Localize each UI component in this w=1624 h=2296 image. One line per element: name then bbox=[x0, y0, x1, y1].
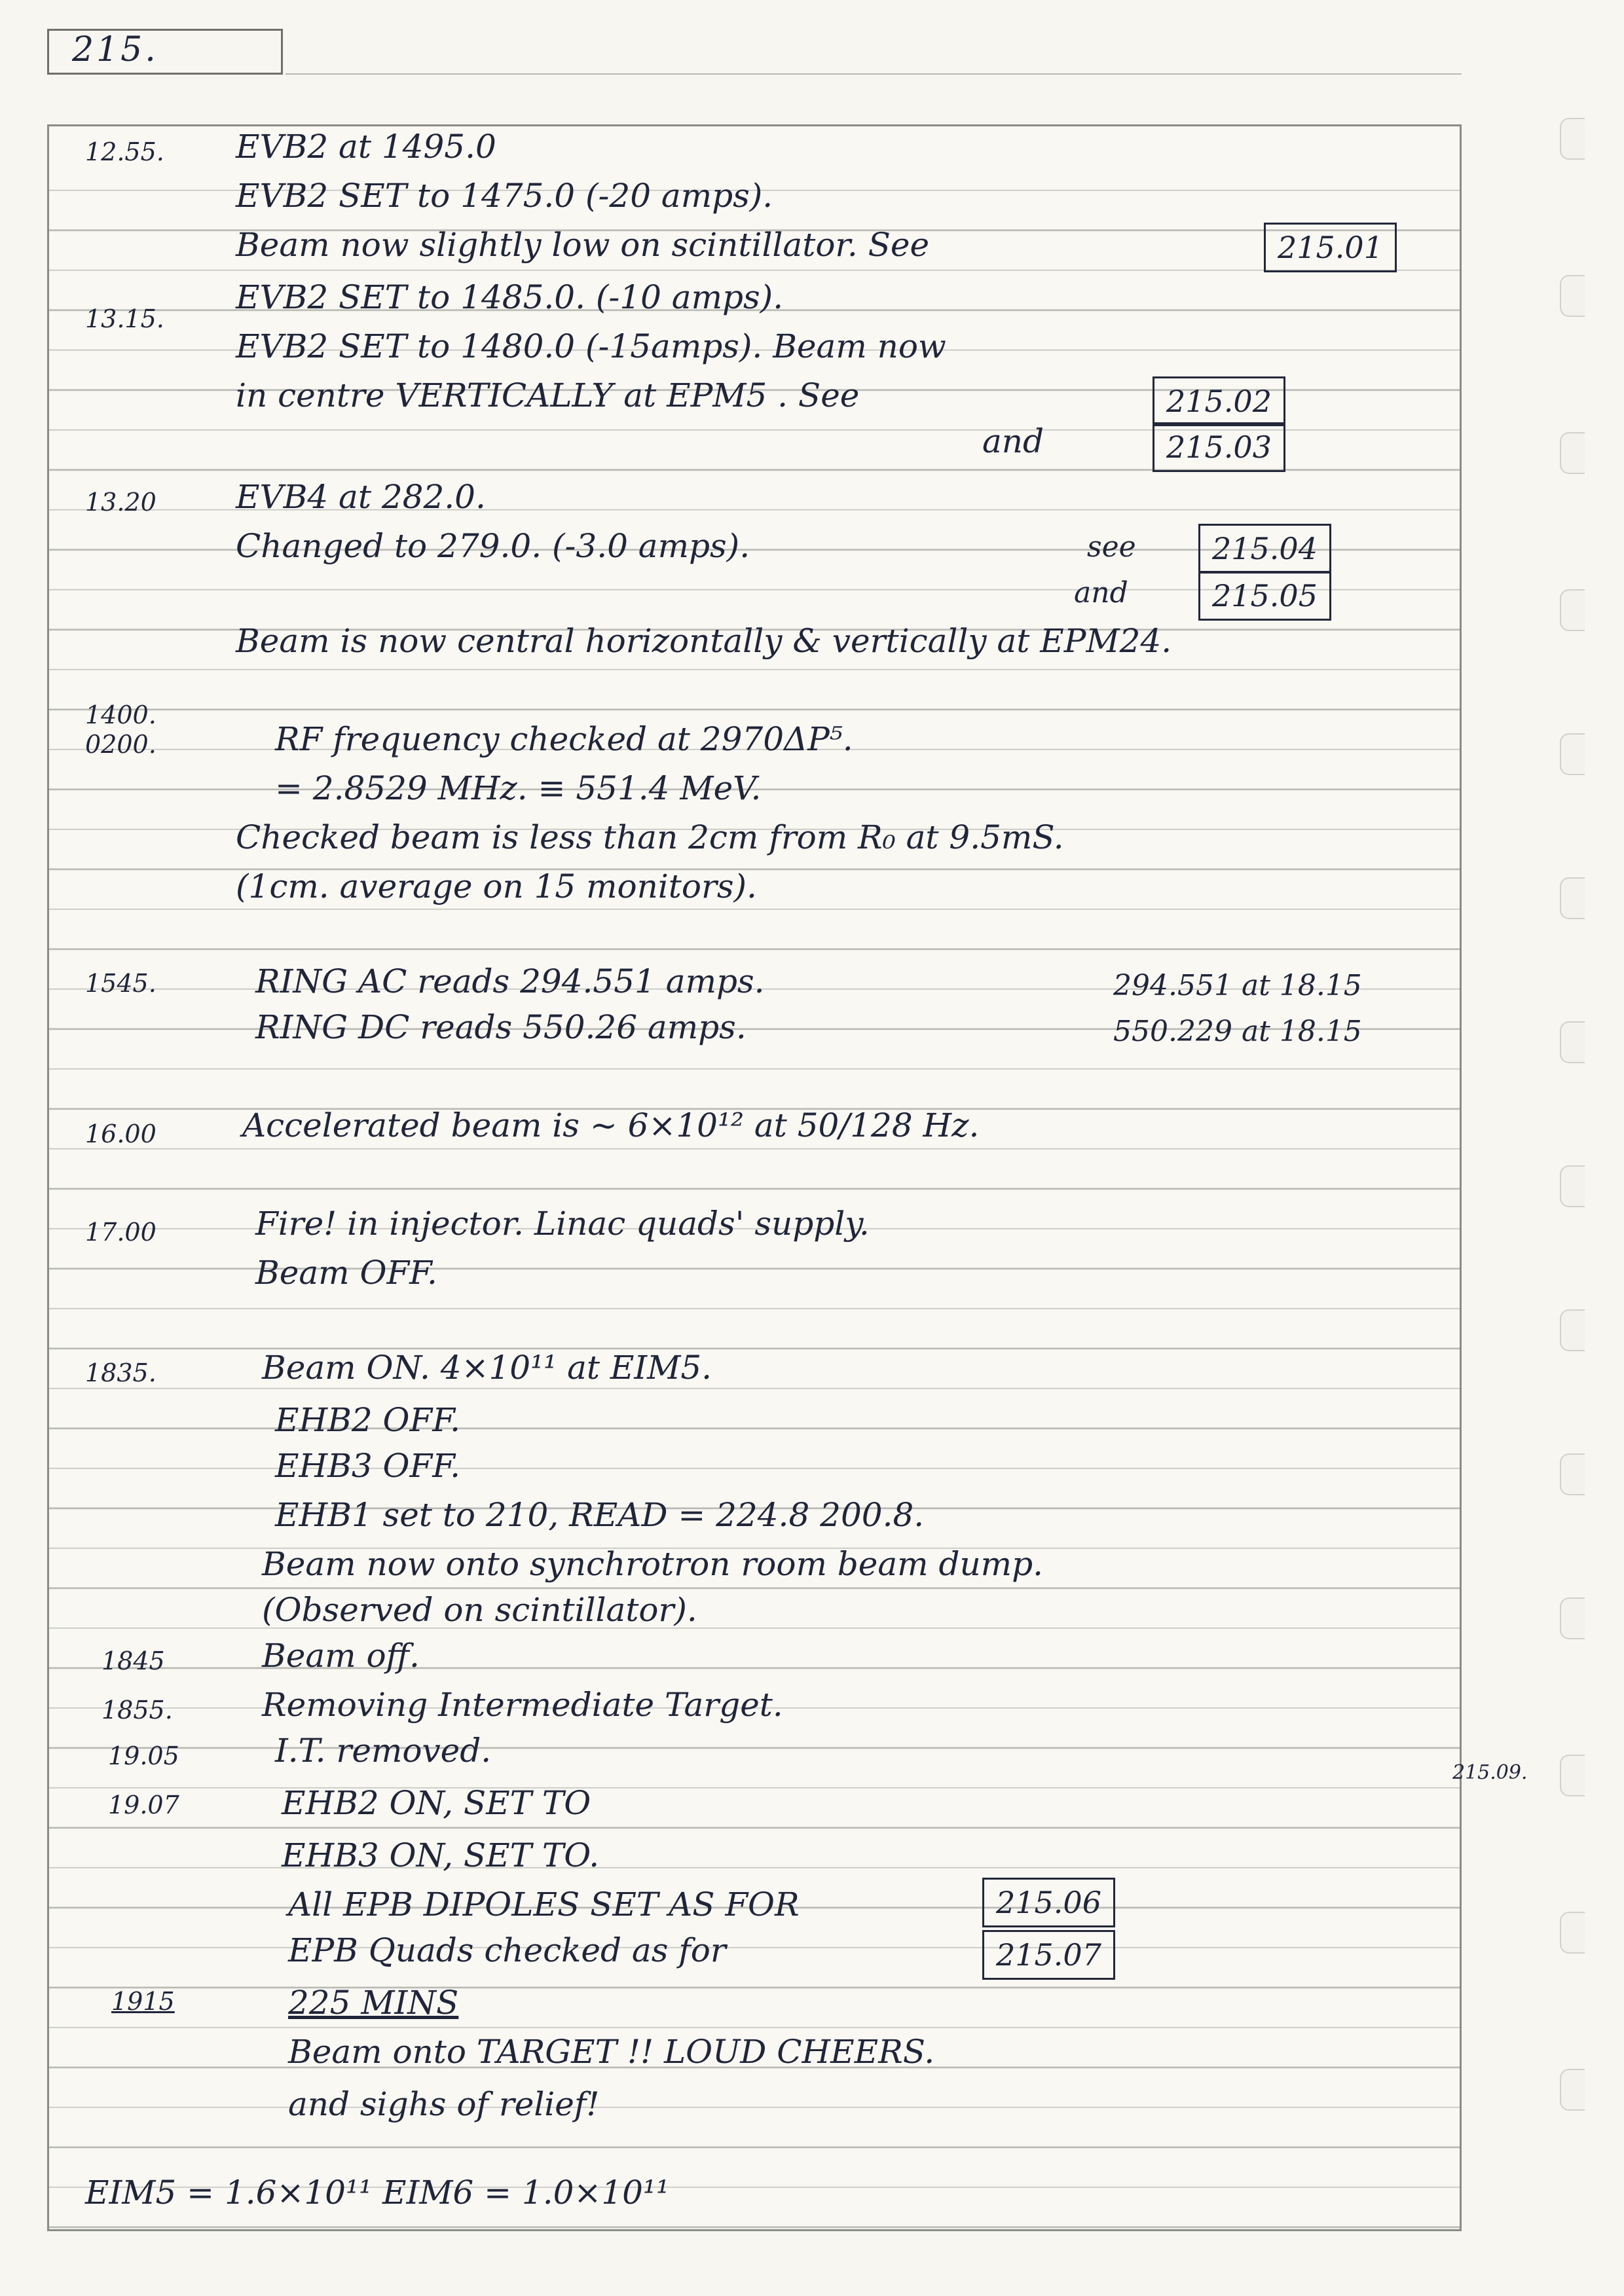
entry-time: 1855. bbox=[101, 1696, 173, 1724]
entry-note: 294.551 at 18.15 bbox=[1113, 969, 1362, 1002]
entry-line: Accelerated beam is ~ 6×10¹² at 50/128 Hz. bbox=[242, 1106, 980, 1144]
entry-line: All EPB DIPOLES SET AS FOR bbox=[288, 1886, 800, 1923]
binder-hole bbox=[1560, 432, 1585, 474]
entry-line: Changed to 279.0. (-3.0 amps). bbox=[236, 527, 750, 565]
binder-hole bbox=[1560, 118, 1585, 160]
entry-line: RF frequency checked at 2970ΔP⁵. bbox=[275, 720, 853, 758]
entry-line: EVB2 at 1495.0 bbox=[236, 128, 496, 166]
entry-line: EHB1 set to 210, READ = 224.8 200.8. bbox=[275, 1496, 925, 1534]
entry-line: Fire! in injector. Linac quads' supply. bbox=[255, 1205, 870, 1243]
binder-hole bbox=[1560, 589, 1585, 631]
binder-hole bbox=[1560, 1021, 1585, 1063]
figure-reference: 215.01 bbox=[1264, 223, 1397, 272]
entry-line: EVB2 SET to 1480.0 (-15amps). Beam now bbox=[236, 327, 946, 365]
entry-time: 1845 bbox=[101, 1647, 165, 1675]
entry-time: 13.15. bbox=[85, 304, 164, 333]
entry-time: 1400. bbox=[85, 701, 157, 729]
entry-time: 1835. bbox=[85, 1358, 157, 1387]
entry-time: 12.55. bbox=[85, 137, 164, 166]
entry-line: RING AC reads 294.551 amps. bbox=[255, 962, 765, 1000]
binder-hole bbox=[1560, 275, 1585, 317]
page-number: 215. bbox=[72, 30, 158, 69]
entry-line: EHB2 OFF. bbox=[275, 1401, 461, 1439]
entry-line: = 2.8529 MHz. ≡ 551.4 MeV. bbox=[275, 769, 762, 807]
entry-time: 17.00 bbox=[85, 1218, 157, 1247]
figure-reference: 215.07 bbox=[982, 1930, 1115, 1980]
entry-line: in centre VERTICALLY at EPM5 . See bbox=[236, 376, 860, 414]
binder-hole bbox=[1560, 877, 1585, 919]
binder-hole bbox=[1560, 1453, 1585, 1495]
figure-reference: 215.05 bbox=[1198, 571, 1331, 621]
entry-line: Checked beam is less than 2cm from R₀ at 9.5mS. bbox=[236, 818, 1064, 856]
figure-reference: 215.02 bbox=[1153, 376, 1285, 426]
entry-time: 0200. bbox=[85, 730, 157, 759]
figure-reference: 215.06 bbox=[982, 1878, 1115, 1927]
entry-line: RING DC reads 550.26 amps. bbox=[255, 1008, 747, 1046]
header-rule bbox=[286, 73, 1462, 75]
entry-line: (1cm. average on 15 monitors). bbox=[236, 867, 757, 905]
entry-line: Beam onto TARGET !! LOUD CHEERS. bbox=[288, 2033, 935, 2071]
entry-time: 16.00 bbox=[85, 1120, 157, 1148]
entry-line: see bbox=[1087, 530, 1136, 564]
entry-line: and sighs of relief! bbox=[288, 2085, 600, 2123]
entry-line: Removing Intermediate Target. bbox=[262, 1686, 783, 1724]
entry-line: and bbox=[982, 422, 1044, 460]
entry-line: Beam off. bbox=[262, 1637, 420, 1675]
entry-line: and bbox=[1074, 576, 1128, 610]
binder-hole bbox=[1560, 733, 1585, 775]
binder-hole bbox=[1560, 2069, 1585, 2111]
figure-reference: 215.04 bbox=[1198, 524, 1331, 574]
margin-reference: 215.09. bbox=[1452, 1761, 1528, 1784]
entry-line: EHB3 ON, SET TO. bbox=[282, 1836, 600, 1874]
entry-line: EVB2 SET to 1485.0. (-10 amps). bbox=[236, 278, 784, 316]
entry-line: Beam is now central horizontally & vertically at EPM24. bbox=[236, 622, 1172, 660]
entry-time: 1545. bbox=[85, 969, 157, 998]
entry-time: 19.05 bbox=[108, 1741, 179, 1770]
footer-line: EIM5 = 1.6×10¹¹ EIM6 = 1.0×10¹¹ bbox=[85, 2174, 670, 2212]
binder-hole bbox=[1560, 1912, 1585, 1954]
entry-line: Beam ON. 4×10¹¹ at EIM5. bbox=[262, 1349, 712, 1387]
entry-line: EVB2 SET to 1475.0 (-20 amps). bbox=[236, 177, 773, 215]
entry-line: Beam OFF. bbox=[255, 1254, 437, 1292]
entry-line: EVB4 at 282.0. bbox=[236, 478, 486, 516]
entry-line: Beam now slightly low on scintillator. See bbox=[236, 226, 930, 264]
entry-note: 550.229 at 18.15 bbox=[1113, 1015, 1362, 1048]
entry-time: 13.20 bbox=[85, 488, 157, 517]
entry-line: EPB Quads checked as for bbox=[288, 1931, 726, 1969]
entry-time: 1915 bbox=[111, 1987, 175, 2016]
figure-reference: 215.03 bbox=[1153, 422, 1285, 472]
entry-line: (Observed on scintillator). bbox=[262, 1591, 697, 1629]
binder-hole bbox=[1560, 1309, 1585, 1351]
binder-hole bbox=[1560, 1165, 1585, 1207]
entry-line: I.T. removed. bbox=[275, 1732, 492, 1770]
binder-hole bbox=[1560, 1597, 1585, 1639]
binder-hole bbox=[1560, 1755, 1585, 1796]
entry-line: EHB3 OFF. bbox=[275, 1447, 461, 1485]
entry-line: Beam now onto synchrotron room beam dump. bbox=[262, 1545, 1043, 1583]
entry-line: EHB2 ON, SET TO bbox=[282, 1784, 591, 1822]
entry-line: 225 MINS bbox=[288, 1984, 459, 2022]
entry-time: 19.07 bbox=[108, 1791, 179, 1819]
